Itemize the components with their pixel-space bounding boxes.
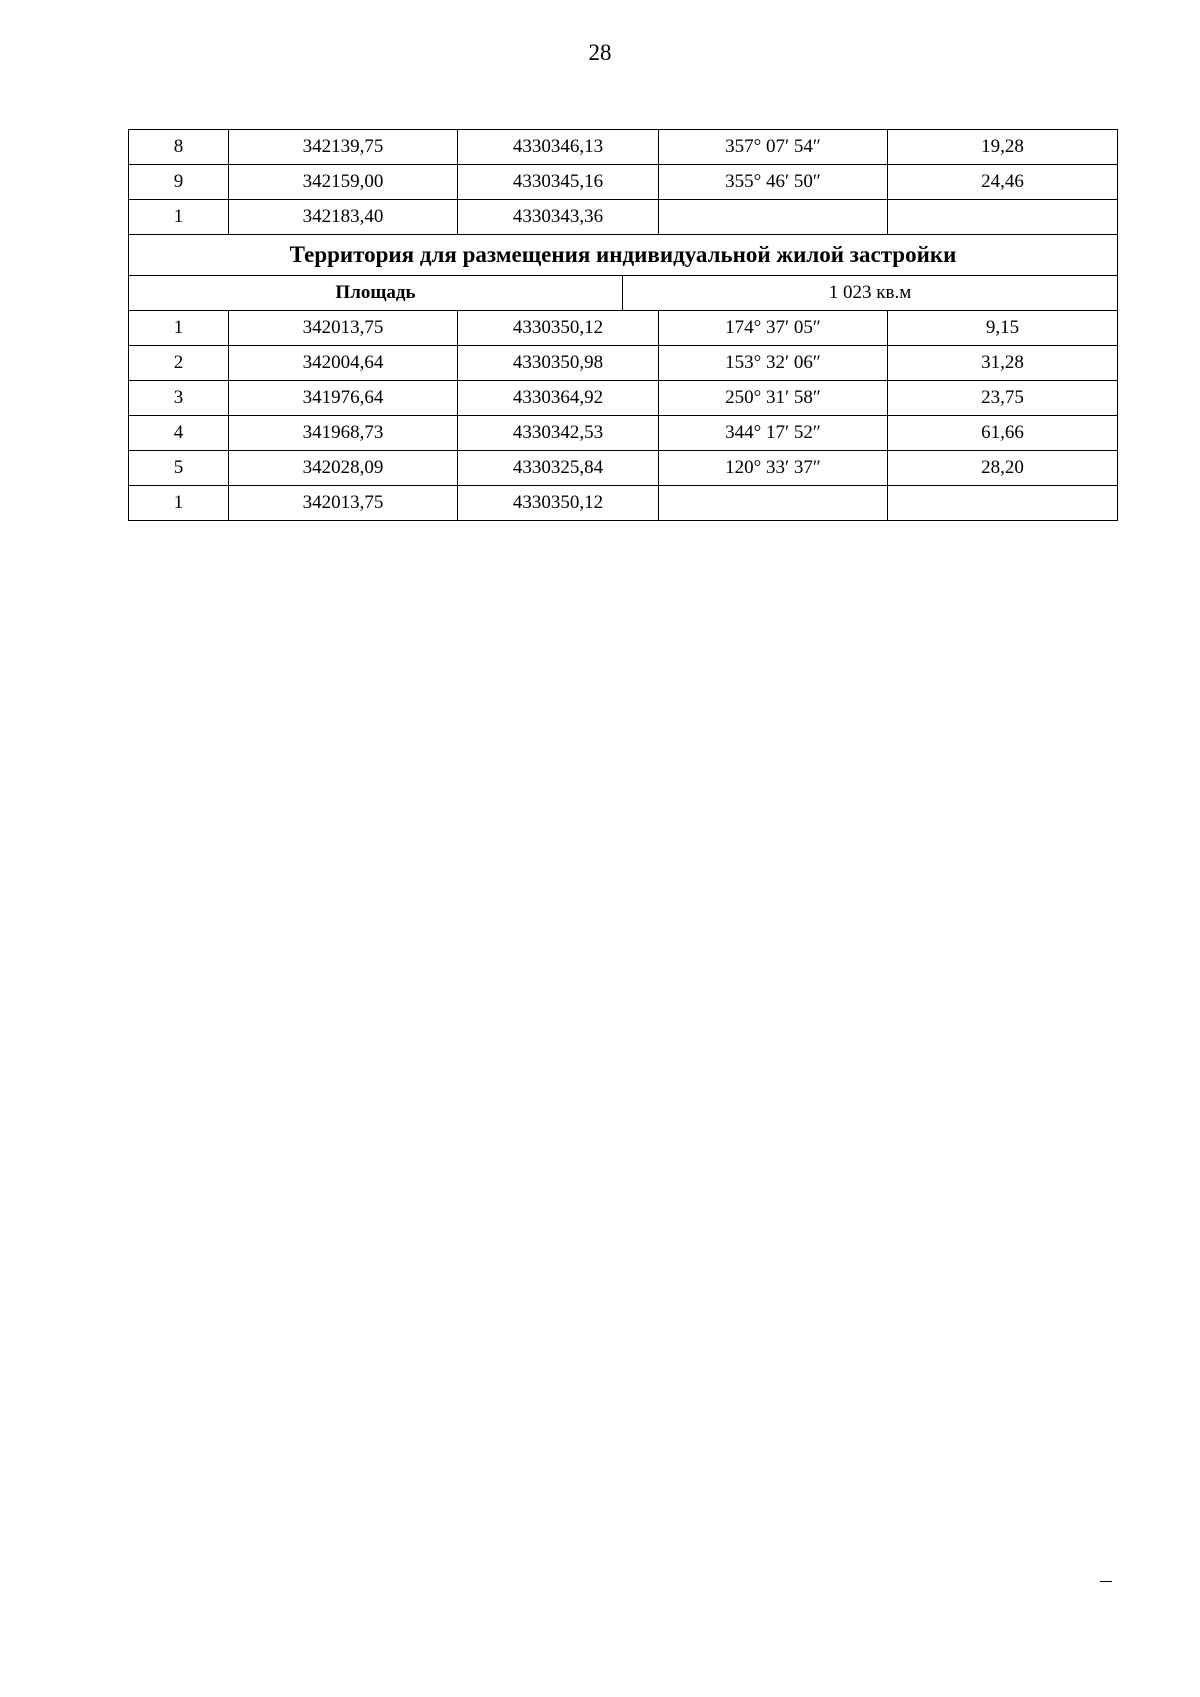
x-coordinate-cell: 341968,73 [229, 416, 458, 451]
direction-angle-cell: 357° 07′ 54″ [659, 130, 888, 165]
page-dash-mark [1100, 1581, 1112, 1582]
y-coordinate-cell: 4330346,13 [458, 130, 659, 165]
point-number-cell: 3 [129, 381, 229, 416]
direction-angle-cell: 120° 33′ 37″ [659, 451, 888, 486]
section-title-row [129, 235, 1118, 276]
y-coordinate-cell: 4330345,16 [458, 165, 659, 200]
distance-cell [888, 486, 1118, 521]
x-coordinate-cell: 342013,75 [229, 311, 458, 346]
y-coordinate-cell: 4330364,92 [458, 381, 659, 416]
distance-cell [888, 200, 1118, 235]
point-number-cell: 1 [129, 486, 229, 521]
distance-cell: 23,75 [888, 381, 1118, 416]
direction-angle-cell: 174° 37′ 05″ [659, 311, 888, 346]
direction-angle-cell: 344° 17′ 52″ [659, 416, 888, 451]
distance-cell: 19,28 [888, 130, 1118, 165]
point-number-cell: 5 [129, 451, 229, 486]
x-coordinate-cell: 342159,00 [229, 165, 458, 200]
y-coordinate-cell: 4330350,12 [458, 486, 659, 521]
point-number-cell: 8 [129, 130, 229, 165]
point-number-cell: 1 [129, 200, 229, 235]
y-coordinate-cell: 4330342,53 [458, 416, 659, 451]
table-row [129, 311, 1118, 346]
y-coordinate-cell: 4330325,84 [458, 451, 659, 486]
point-number-cell: 9 [129, 165, 229, 200]
table-row [129, 451, 1118, 486]
section-title: Территория для размещения индивидуальной жилой застройки [129, 235, 1118, 276]
table-row [129, 416, 1118, 451]
distance-cell: 24,46 [888, 165, 1118, 200]
distance-cell: 28,20 [888, 451, 1118, 486]
distance-cell: 31,28 [888, 346, 1118, 381]
direction-angle-cell [659, 486, 888, 521]
coordinates-table [128, 129, 1118, 521]
y-coordinate-cell: 4330350,98 [458, 346, 659, 381]
x-coordinate-cell: 342183,40 [229, 200, 458, 235]
table-row [129, 165, 1118, 200]
y-coordinate-cell: 4330343,36 [458, 200, 659, 235]
table-row [129, 486, 1118, 521]
table-row [129, 346, 1118, 381]
area-row [129, 276, 1118, 311]
distance-cell: 9,15 [888, 311, 1118, 346]
y-coordinate-cell: 4330350,12 [458, 311, 659, 346]
x-coordinate-cell: 341976,64 [229, 381, 458, 416]
table-row [129, 381, 1118, 416]
area-value: 1 023 кв.м [623, 276, 1118, 311]
x-coordinate-cell: 342004,64 [229, 346, 458, 381]
direction-angle-cell: 355° 46′ 50″ [659, 165, 888, 200]
distance-cell: 61,66 [888, 416, 1118, 451]
page-number: 28 [588, 40, 612, 65]
x-coordinate-cell: 342139,75 [229, 130, 458, 165]
area-label: Площадь [129, 276, 623, 311]
table-row [129, 200, 1118, 235]
x-coordinate-cell: 342013,75 [229, 486, 458, 521]
point-number-cell: 1 [129, 311, 229, 346]
point-number-cell: 4 [129, 416, 229, 451]
point-number-cell: 2 [129, 346, 229, 381]
direction-angle-cell: 153° 32′ 06″ [659, 346, 888, 381]
direction-angle-cell [659, 200, 888, 235]
x-coordinate-cell: 342028,09 [229, 451, 458, 486]
table-row [129, 130, 1118, 165]
direction-angle-cell: 250° 31′ 58″ [659, 381, 888, 416]
